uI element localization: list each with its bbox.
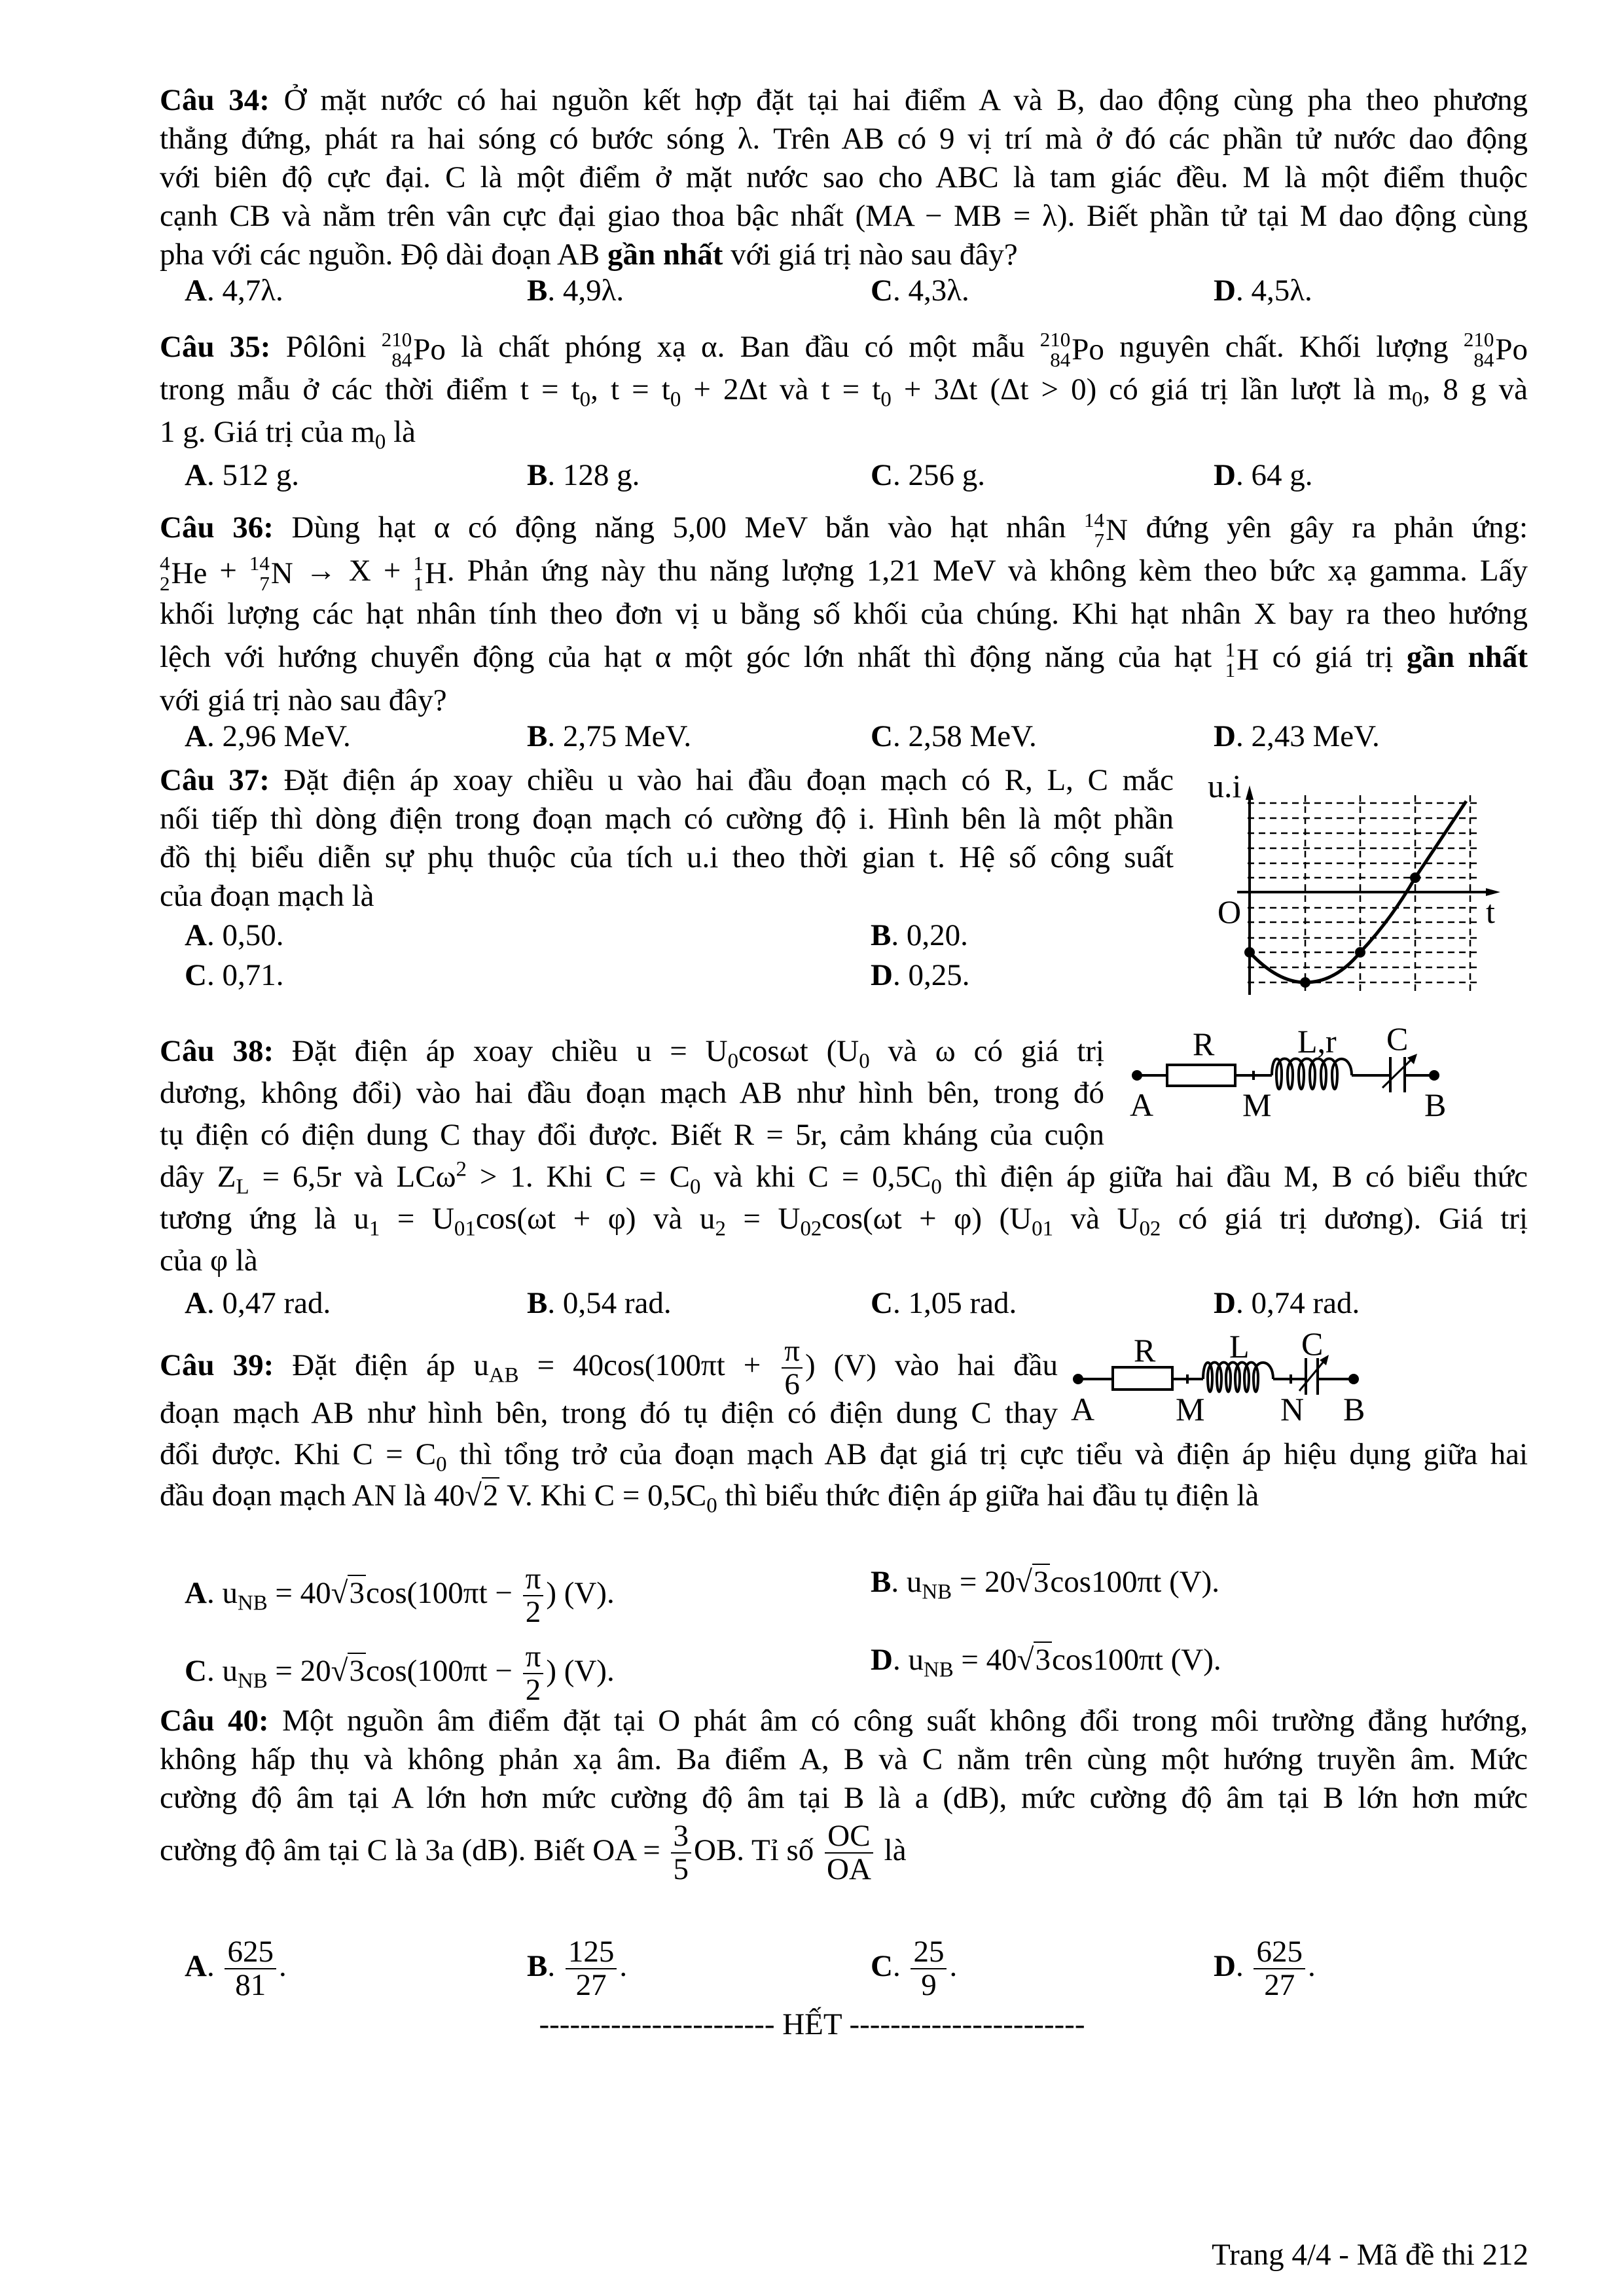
text-run: = 20 xyxy=(952,1565,1016,1599)
resistor xyxy=(1113,1367,1172,1390)
label-n: N xyxy=(1280,1391,1305,1427)
bold-text: Câu 39: xyxy=(160,1348,274,1383)
radicand: 3 xyxy=(1035,1643,1051,1677)
denominator: 6 xyxy=(784,1367,800,1402)
text-run: . Phản ứng này thu năng lượng 1,21 MeV và không kèm theo bức xạ gamma. Lấy xyxy=(446,554,1528,588)
text-run: có giá trị xyxy=(1259,640,1407,674)
option-letter: A xyxy=(185,1576,207,1611)
subscript: 02 xyxy=(1139,1217,1161,1241)
bold-text: gần nhất xyxy=(607,238,723,272)
denominator: 81 xyxy=(235,1968,266,2003)
text-run: + xyxy=(207,554,249,588)
subscript: 2 xyxy=(715,1217,726,1241)
text-run: , 8 g và xyxy=(1422,372,1528,406)
option-letter: D xyxy=(1214,458,1236,492)
text-run: , t = t xyxy=(590,372,670,406)
text-run: là chất phóng xạ α. Ban đầu có một mẫu xyxy=(445,330,1040,364)
text-run: . u xyxy=(891,1565,922,1599)
bold-text: Câu 35: xyxy=(160,330,271,364)
option-letter: B xyxy=(527,1286,548,1320)
text-run: V. Khi C = 0,5C xyxy=(499,1479,707,1513)
text-run: với giá trị nào sau đây? xyxy=(723,238,1018,272)
subscript: NB xyxy=(237,1669,268,1693)
end-marker: ----------------------- HẾT ----------------------- xyxy=(539,2007,1085,2041)
text-run: nguyên chất. Khối lượng xyxy=(1104,330,1464,364)
label-m: M xyxy=(1176,1391,1205,1427)
text-run: Một nguồn âm điểm đặt tại O phát âm có công suất không đổi trong môi trường đẳng hướng, xyxy=(268,1704,1528,1738)
text-run: . xyxy=(547,1949,563,1984)
text-run: . 0,71. xyxy=(206,958,284,992)
subscript: 0 xyxy=(931,1175,942,1199)
mass-number: 1 xyxy=(1225,638,1236,662)
text-run: là xyxy=(386,415,416,449)
numerator: 25 xyxy=(911,1936,947,1969)
text-run: . u xyxy=(206,1576,238,1611)
atomic-number: 1 xyxy=(1225,658,1236,682)
text-run: . u xyxy=(206,1654,238,1689)
y-axis-label: u.i xyxy=(1208,768,1242,804)
text-run: là xyxy=(876,1833,907,1867)
bold-text: gần nhất xyxy=(1406,640,1528,674)
superscript: 2 xyxy=(456,1157,467,1181)
text-run: dây Z xyxy=(160,1160,236,1194)
text-run: đoạn mạch AB như hình bên, trong đó tụ điện có điện dung C thay xyxy=(160,1396,1058,1430)
text-run: trong mẫu ở các thời điểm t = t xyxy=(160,372,580,406)
text-run: . 2,58 MeV. xyxy=(892,719,1037,753)
denominator: 2 xyxy=(525,1595,541,1630)
radicand: 3 xyxy=(1033,1565,1049,1599)
denominator: 9 xyxy=(921,1968,937,2003)
text-run: Pôlôni xyxy=(270,330,382,364)
text-run: ) (V). xyxy=(546,1576,615,1611)
text-run: Đặt điện áp u xyxy=(274,1348,489,1383)
text-run: của φ là xyxy=(160,1244,258,1278)
subscript: 0 xyxy=(579,387,591,412)
atomic-number: 84 xyxy=(1050,348,1071,372)
option-letter: B xyxy=(871,918,892,952)
text-run: khối lượng các hạt nhân tính theo đơn vị u bằng số khối của chúng. Khi hạt nhân X bay ra theo hướng xyxy=(160,597,1528,631)
bold-text: Câu 34: xyxy=(160,83,270,117)
subscript: 0 xyxy=(727,1049,739,1073)
subscript: 0 xyxy=(374,430,386,454)
mass-number: 14 xyxy=(249,552,270,575)
option-letter: A xyxy=(185,1949,207,1984)
text-run: + 2Δt và t = t xyxy=(681,372,881,406)
text-run: . 256 g. xyxy=(892,458,985,492)
text-run: = U xyxy=(725,1202,801,1236)
radical-sign: √ xyxy=(331,1576,348,1611)
option-letter: B xyxy=(871,1565,892,1599)
subscript: 0 xyxy=(670,387,681,412)
text-run: với giá trị nào sau đây? xyxy=(160,683,447,717)
mass-number: 210 xyxy=(1039,328,1071,351)
text-run: Dùng hạt α có động năng 5,00 MeV bắn vào hạt nhân xyxy=(273,511,1085,545)
radical-sign: √ xyxy=(1017,1643,1034,1677)
x-axis-label: t xyxy=(1486,893,1495,930)
numerator: 625 xyxy=(225,1936,276,1969)
mass-number: 210 xyxy=(381,328,412,351)
text-run: . 4,5λ. xyxy=(1235,274,1312,308)
option-letter: B xyxy=(527,274,548,308)
subscript: 1 xyxy=(369,1217,380,1241)
label-lr: L,r xyxy=(1297,1023,1337,1060)
text-run: thẳng đứng, phát ra hai sóng có bước sóng λ. Trên AB có 9 vị trí mà ở đó các phần tử nước dao động xyxy=(160,122,1528,156)
subscript: 0 xyxy=(880,387,892,412)
text-run: tụ điện có điện dung C thay đổi được. Biết R = 5r, cảm kháng của cuộn xyxy=(160,1118,1104,1152)
text-run: cường độ âm tại C là 3a (dB). Biết OA = xyxy=(160,1833,668,1867)
option-letter: A xyxy=(185,458,207,492)
text-run: có giá trị dương). Giá trị xyxy=(1161,1202,1528,1236)
text-run: và khi C = 0,5C xyxy=(700,1160,931,1194)
numerator: OC xyxy=(825,1820,873,1854)
text-run: ) (V). xyxy=(546,1654,615,1689)
label-r: R xyxy=(1134,1332,1156,1369)
text-run: . 4,3λ. xyxy=(892,274,969,308)
text-run: . 0,50. xyxy=(206,918,284,952)
bold-text: Câu 38: xyxy=(160,1034,274,1068)
subscript: 02 xyxy=(800,1217,822,1241)
mass-number: 4 xyxy=(160,552,170,575)
option-letter: D xyxy=(1214,1949,1236,1984)
text-run: không hấp thụ và không phản xạ âm. Ba điểm A, B và C nằm trên cùng một hướng truyền âm. Mức xyxy=(160,1742,1528,1776)
subscript: 01 xyxy=(1032,1217,1054,1241)
text-run: thì biểu thức điện áp giữa hai đầu tụ điện là xyxy=(717,1479,1259,1513)
option-letter: A xyxy=(185,918,207,952)
option-letter: A xyxy=(185,1286,207,1320)
text-run: Ở mặt nước có hai nguồn kết hợp đặt tại hai điểm A và B, dao động cùng pha theo phương xyxy=(269,83,1528,117)
subscript: NB xyxy=(237,1591,268,1615)
text-run: = 40 xyxy=(267,1576,331,1611)
atomic-number: 84 xyxy=(1473,348,1494,372)
text-run: đổi được. Khi C = C xyxy=(160,1437,437,1471)
option-letter: D xyxy=(1214,719,1236,753)
text-run: . 2,43 MeV. xyxy=(1235,719,1380,753)
text-run: . xyxy=(892,1949,909,1984)
terminal-b xyxy=(1348,1374,1359,1384)
text-run: . 0,25. xyxy=(892,958,970,992)
text-run: Đặt điện áp xoay chiều u = U xyxy=(274,1034,728,1068)
terminal-a xyxy=(1073,1374,1083,1384)
element-symbol: H xyxy=(1236,643,1259,677)
text-run: đồ thị biểu diễn sự phụ thuộc của tích u.i theo thời gian t. Hệ số công suất xyxy=(160,840,1174,874)
inductor xyxy=(1203,1363,1273,1392)
denominator: 2 xyxy=(525,1673,541,1708)
text-run: tương ứng là u xyxy=(160,1202,369,1236)
text-run: và U xyxy=(1053,1202,1140,1236)
mass-number: 1 xyxy=(413,552,424,575)
text-run: = 40 xyxy=(953,1643,1017,1677)
option-letter: D xyxy=(1214,274,1236,308)
text-run: thì điện áp giữa hai đầu M, B có biểu thức xyxy=(941,1160,1528,1194)
subscript: L xyxy=(236,1175,249,1199)
text-run: . xyxy=(278,1949,287,1984)
label-l: L xyxy=(1229,1328,1250,1365)
text-run: cos(100πt − xyxy=(365,1576,520,1611)
label-m: M xyxy=(1242,1086,1272,1123)
option-letter: B xyxy=(527,719,548,753)
subscript: 0 xyxy=(706,1494,717,1518)
element-symbol: Po xyxy=(1495,332,1528,367)
text-run: + 3Δt (Δt > 0) có giá trị lần lượt là m xyxy=(891,372,1413,406)
text-run: và ω có giá trị xyxy=(869,1034,1104,1068)
text-run: . 512 g. xyxy=(206,458,299,492)
element-symbol: He xyxy=(171,556,208,591)
text-run: cos(100πt − xyxy=(365,1654,520,1689)
text-run: . xyxy=(949,1949,958,1984)
text-run: . xyxy=(619,1949,628,1984)
atomic-number: 7 xyxy=(1094,529,1105,552)
bold-text: Câu 36: xyxy=(160,511,274,545)
label-c: C xyxy=(1386,1020,1409,1057)
origin-label: O xyxy=(1218,893,1242,930)
bold-text: Câu 40: xyxy=(160,1704,269,1738)
subscript: NB xyxy=(923,1658,954,1682)
text-run: thì tổng trở của đoạn mạch AB đạt giá trị cực tiểu và điện áp hiệu dụng giữa hai xyxy=(446,1437,1528,1471)
element-symbol: H xyxy=(424,556,447,591)
text-run: . 2,75 MeV. xyxy=(547,719,692,753)
label-a: A xyxy=(1071,1391,1095,1427)
mass-number: 210 xyxy=(1463,328,1494,351)
option-letter: C xyxy=(185,958,207,992)
text-run: . 0,20. xyxy=(891,918,968,952)
text-run: 1 g. Giá trị của m xyxy=(160,415,375,449)
option-letter: A xyxy=(185,719,207,753)
text-run: = 40cos(100πt + xyxy=(518,1348,780,1383)
text-run: dương, không đổi) vào hai đầu đoạn mạch AB như hình bên, trong đó xyxy=(160,1076,1104,1110)
numerator: π xyxy=(523,1563,544,1596)
text-run: pha với các nguồn. Độ dài đoạn AB xyxy=(160,238,608,272)
text-run: ) (V) vào hai đầu xyxy=(804,1348,1058,1383)
text-run: . 0,47 rad. xyxy=(206,1286,331,1320)
page-footer: Trang 4/4 - Mã đề thi 212 xyxy=(1212,2238,1528,2272)
text-run: cường độ âm tại A lớn hơn mức cường độ âm tại B là a (dB), mức cường độ âm tại B lớn hơn mức xyxy=(160,1781,1528,1815)
denominator: OA xyxy=(827,1852,871,1887)
text-run: cos(ωt + φ) và u xyxy=(475,1202,715,1236)
numerator: π xyxy=(523,1641,544,1674)
option-letter: C xyxy=(871,719,893,753)
text-run: . 64 g. xyxy=(1235,458,1313,492)
text-run: với biên độ cực đại. C là một điểm ở mặt nước sao cho ABC là tam giác đều. M là một điểm thuộc xyxy=(160,160,1528,194)
option-letter: C xyxy=(185,1654,207,1689)
text-run: . 4,7λ. xyxy=(206,274,283,308)
text-run: cos100πt (V). xyxy=(1051,1643,1221,1677)
option-letter: C xyxy=(871,1286,893,1320)
text-run: nối tiếp thì dòng điện trong đoạn mạch có cường độ i. Hình bên là một phần xyxy=(160,802,1174,836)
text-run: đứng yên gây ra phản ứng: xyxy=(1128,511,1528,545)
text-run: . 0,74 rad. xyxy=(1235,1286,1360,1320)
denominator: 27 xyxy=(575,1968,607,2003)
text-run: . 0,54 rad. xyxy=(547,1286,672,1320)
denominator: 5 xyxy=(673,1852,689,1887)
radical-sign: √ xyxy=(1015,1565,1032,1599)
numerator: 125 xyxy=(566,1936,617,1969)
text-run: = 6,5r và LCω xyxy=(249,1160,456,1194)
radical-sign: √ xyxy=(331,1654,348,1689)
radicand: 2 xyxy=(482,1479,499,1513)
text-run: . 128 g. xyxy=(547,458,640,492)
label-b: B xyxy=(1424,1086,1447,1123)
radicand: 3 xyxy=(349,1576,365,1611)
text-run: cosωt (U xyxy=(738,1034,859,1068)
option-letter: C xyxy=(871,458,893,492)
text-run: cos(ωt + φ) (U xyxy=(821,1202,1032,1236)
option-letter: D xyxy=(871,958,893,992)
atomic-number: 1 xyxy=(413,572,424,596)
text-run: đầu đoạn mạch AN là 40 xyxy=(160,1479,465,1513)
text-run: . xyxy=(1235,1949,1252,1984)
numerator: 3 xyxy=(671,1820,692,1854)
mass-number: 14 xyxy=(1084,509,1105,532)
text-run: . 4,9λ. xyxy=(547,274,624,308)
numerator: π xyxy=(782,1335,803,1369)
text-run: > 1. Khi C = C xyxy=(466,1160,690,1194)
text-run: lệch với hướng chuyển động của hạt α một góc lớn nhất thì động năng của hạt xyxy=(160,640,1225,674)
subscript: 0 xyxy=(436,1452,447,1477)
subscript: 01 xyxy=(454,1217,476,1241)
atomic-number: 84 xyxy=(391,348,412,372)
label-r: R xyxy=(1193,1026,1215,1062)
text-run: = U xyxy=(380,1202,454,1236)
option-letter: C xyxy=(871,274,893,308)
option-letter: A xyxy=(185,274,207,308)
option-letter: C xyxy=(871,1949,893,1984)
radical-sign: √ xyxy=(464,1479,482,1513)
radicand: 3 xyxy=(349,1654,365,1689)
text-run: = 20 xyxy=(267,1654,331,1689)
text-run: . 1,05 rad. xyxy=(892,1286,1017,1320)
element-symbol: Po xyxy=(1072,332,1104,367)
subscript: 0 xyxy=(859,1049,870,1073)
subscript: NB xyxy=(922,1580,952,1604)
option-letter: D xyxy=(1214,1286,1236,1320)
numerator: 625 xyxy=(1254,1936,1305,1969)
text-run: OB. Tỉ số xyxy=(694,1833,821,1867)
element-symbol: N xyxy=(1106,513,1128,548)
option-letter: B xyxy=(527,458,548,492)
text-run: . u xyxy=(892,1643,924,1677)
label-c: C xyxy=(1301,1325,1324,1362)
label-b: B xyxy=(1343,1391,1365,1427)
text-run: cạnh CB và nằm trên vân cực đại giao thoa bậc nhất (MA − MB = λ). Biết phần tử tại M dao động cùng xyxy=(160,199,1528,233)
subscript: 0 xyxy=(689,1175,701,1199)
option-letter: B xyxy=(527,1949,548,1984)
option-letter: D xyxy=(871,1643,893,1677)
label-a: A xyxy=(1130,1086,1154,1123)
atomic-number: 2 xyxy=(160,572,170,596)
subscript: AB xyxy=(488,1363,519,1388)
text-run: → X + xyxy=(293,554,414,588)
element-symbol: N xyxy=(270,556,293,591)
atomic-number: 7 xyxy=(259,572,270,596)
text-run: Đặt điện áp xoay chiều u vào hai đầu đoạn mạch có R, L, C mắc xyxy=(269,763,1174,797)
subscript: 0 xyxy=(1412,387,1423,412)
element-symbol: Po xyxy=(413,332,446,367)
bold-text: Câu 37: xyxy=(160,763,270,797)
text-run: . xyxy=(1307,1949,1316,1984)
text-run: của đoạn mạch là xyxy=(160,879,374,913)
text-run: . xyxy=(206,1949,223,1984)
denominator: 27 xyxy=(1264,1968,1295,2003)
text-run: . 2,96 MeV. xyxy=(206,719,351,753)
text-run: cos100πt (V). xyxy=(1050,1565,1220,1599)
